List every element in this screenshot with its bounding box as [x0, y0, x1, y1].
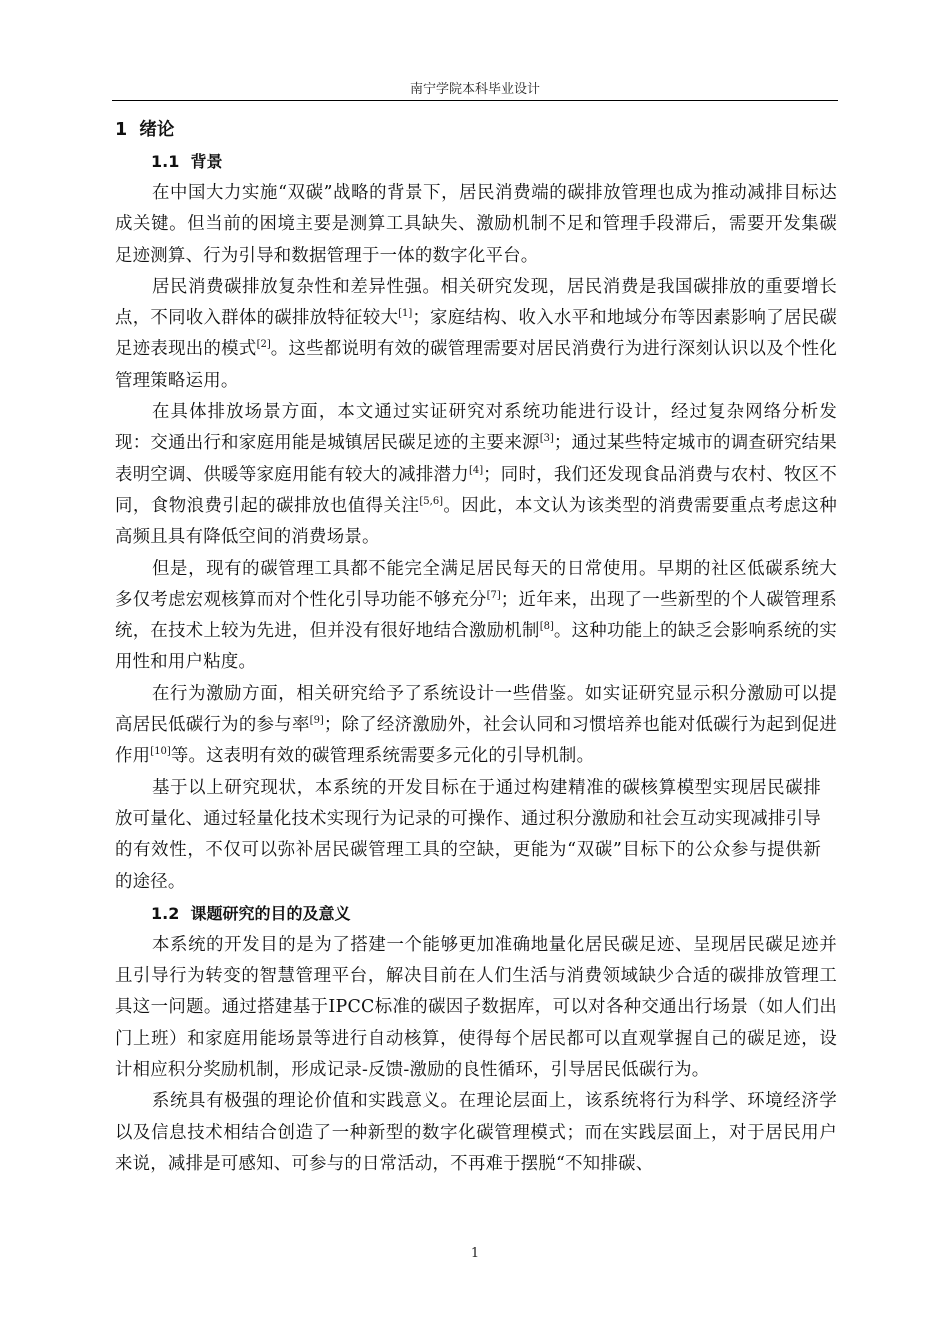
section-heading: [151, 146, 837, 178]
paragraph: 在中国大力实施“双碳”战略的背景下，居民消费端的碳排放管理也成为推动减排目标达成关键。但当前的困境主要是测算工具缺失、激励机制不足和管理手段滞后，需要开发集碳足迹测算、行为引导和数据管理于一体的数字化平台。: [115, 183, 837, 266]
paragraph: 但是，现有的碳管理工具都不能完全满足居民每天的日常使用。早期的社区低碳系统大多仅考虑宏观核算而对个性化引导功能不够充分[7]；近年来，出现了一些新型的个人碳管理系统，在技术上较为先进，但并没有很好地结合激励机制[8]。这种功能上的缺乏会影响系统的实用性和用户粘度。: [115, 558, 837, 673]
chapter-number: 1: [115, 120, 128, 140]
page-number: 1: [470, 1246, 480, 1261]
citation: [9]: [309, 715, 324, 727]
chapter-title: 绪论: [139, 120, 175, 140]
paragraph: 本系统的开发目的是为了搭建一个能够更加准确地量化居民碳足迹、呈现居民碳足迹并且引导行为转变的智慧管理平台，解决目前在人们生活与消费领域缺少合适的碳排放管理工具这一问题。通过搭建基于IPCC标准的碳因子数据库，可以对各种交通出行场景（如人们出门上班）和家庭用能场景等进行自动核算，使得每个居民都可以直观掌握自己的碳足迹，设计相应积分奖励机制，形成记录-反馈-激励的良性循环，引导居民低碳行为。: [115, 934, 837, 1081]
paragraph: 系统具有极强的理论价值和实践意义。在理论层面上，该系统将行为科学、环境经济学以及信息技术相结合创造了一种新型的数字化碳管理模式；而在实践层面上，对于居民用户来说，减排是可感知、可参与的日常活动，不再难于摆脱“不知排碳、: [115, 1091, 837, 1174]
citation: [1]: [398, 308, 413, 320]
header-rule: [112, 100, 838, 101]
paragraph: 居民消费碳排放复杂性和差异性强。相关研究发现，居民消费是我国碳排放的重要增长点，不同收入群体的碳排放特征较大[1]；家庭结构、收入水平和地域分布等因素影响了居民碳足迹表现出的模式[2]。这些都说明有效的碳管理需要对居民消费行为进行深刻认识以及个性化管理策略运用。: [115, 276, 837, 391]
section-number: 1.1: [151, 152, 180, 171]
paragraph: 在行为激励方面，相关研究给予了系统设计一些借鉴。如实证研究显示积分激励可以提高居民低碳行为的参与率[9]；除了经济激励外，社会认同和习惯培养也能对低碳行为起到促进作用[10]等。这表明有效的碳管理系统需要多元化的引导机制。: [115, 683, 837, 767]
citation: [2]: [256, 339, 271, 351]
citation: [4]: [468, 464, 484, 476]
page-content: [115, 114, 837, 1180]
section-title: 课题研究的目的及意义: [190, 903, 351, 923]
citation: [8]: [539, 621, 554, 633]
citation: [5,6]: [419, 495, 444, 507]
citation: [3]: [539, 433, 554, 445]
section-title: 背景: [190, 152, 223, 171]
chapter-heading: [115, 114, 837, 146]
section-heading: [151, 898, 837, 930]
running-header: 南宁学院本科毕业设计: [409, 82, 540, 97]
citation: [10]: [150, 746, 171, 758]
section-number: 1.2: [151, 903, 180, 923]
paragraph: 在具体排放场景方面，本文通过实证研究对系统功能进行设计，经过复杂网络分析发现：交通出行和家庭用能是城镇居民碳足迹的主要来源[3]；通过某些特定城市的调查研究结果表明空调、供暖等家庭用能有较大的减排潜力[4]；同时，我们还发现食品消费与农村、牧区不同，食物浪费引起的碳排放也值得关注[5,6]。因此，本文认为该类型的消费需要重点考虑这种高频且具有降低空间的消费场景。: [115, 402, 837, 548]
citation: [7]: [486, 589, 501, 601]
paragraph: 基于以上研究现状，本系统的开发目标在于通过构建精准的碳核算模型实现居民碳排放可量化、通过轻量化技术实现行为记录的可操作、通过积分激励和社会互动实现减排引导的有效性，不仅可以弥补居民碳管理工具的空缺，更能为“双碳”目标下的公众参与提供新的途径。: [115, 777, 821, 892]
